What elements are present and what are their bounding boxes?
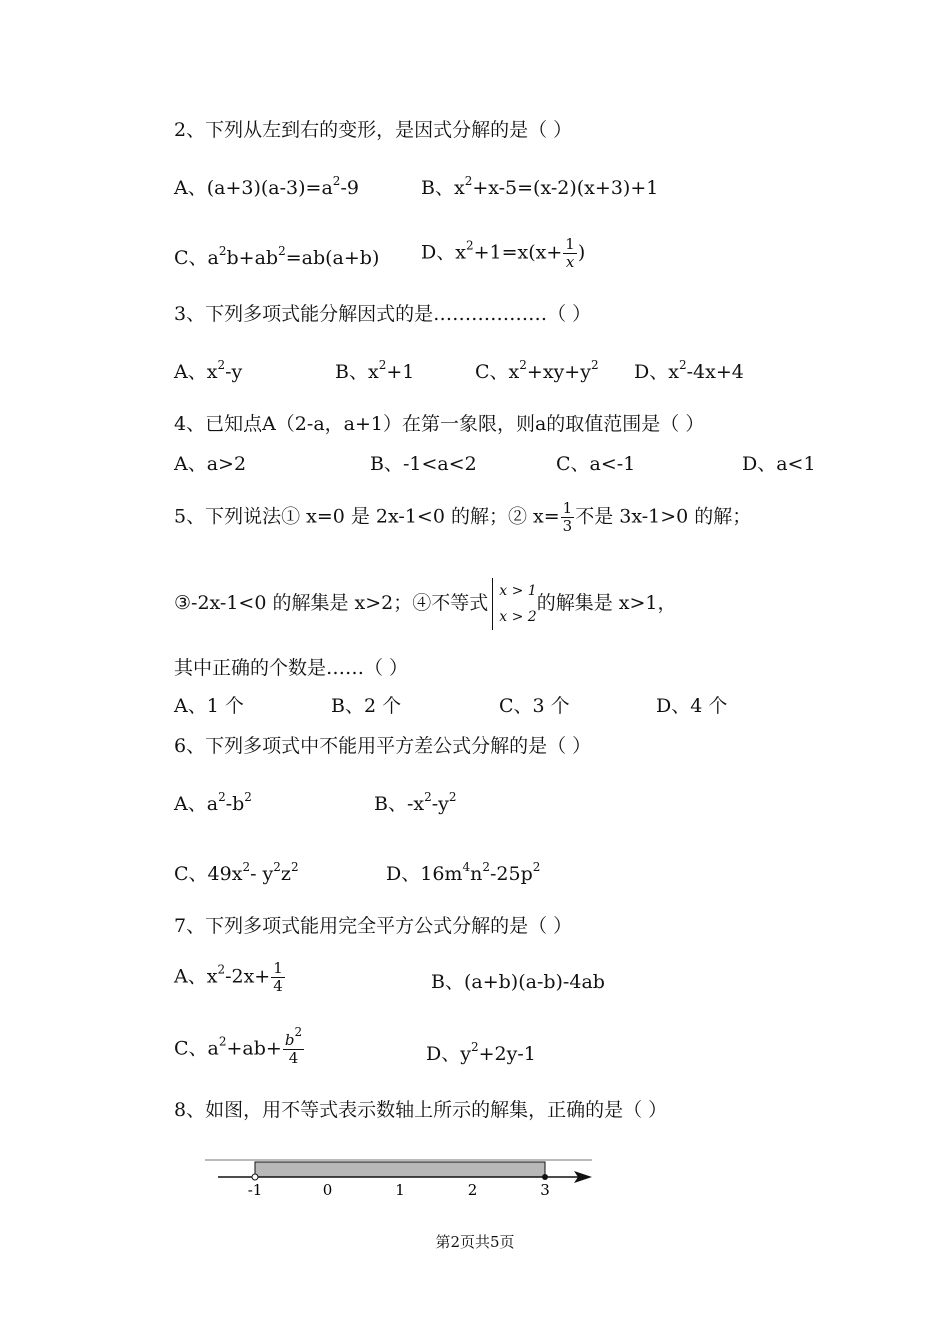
q2-stem: 2、下列从左到右的变形，是因式分解的是（ ） xyxy=(174,119,573,141)
tick-label-1: 1 xyxy=(395,1181,405,1199)
q5-option-c: C、3 个 xyxy=(499,695,570,717)
inequality-system: x > 1 x > 2 xyxy=(492,578,536,630)
q2-option-a: A、$(a+3)(a-3)=a^2-9$ xyxy=(174,174,359,199)
fraction-1-over-3: $\frac{1}{3}$ xyxy=(562,499,573,535)
tick-label-0: 0 xyxy=(322,1181,333,1199)
q4-stem: 4、已知点A（2-a，a+1）在第一象限，则a的取值范围是（ ） xyxy=(174,413,705,435)
fraction-1-over-4: $\frac{1}{4}$ xyxy=(273,959,283,995)
q6-option-a: A、$a^2-b^2$ xyxy=(174,790,252,815)
q5-stem-line2: ③-2x-1<0 的解集是 x>2；④不等式 x > 1 x > 2 的解集是 x>1， xyxy=(174,578,676,630)
q5-stem-line1: 5、下列说法① x=0 是 2x-1<0 的解；② x= $\frac{1}{3}$ 不是 3x-1>0 的解； xyxy=(174,499,752,535)
q4-option-c: C、a<-1 xyxy=(556,453,636,475)
q3-option-b: B、$x^2+1$ xyxy=(335,358,415,383)
q8-stem: 8、如图，用不等式表示数轴上所示的解集，正确的是（ ） xyxy=(174,1099,668,1121)
page-footer: 第2页共5页 xyxy=(435,1233,515,1251)
q4-option-a: A、a>2 xyxy=(174,453,247,475)
q7-option-d: D、$y^2+2y-1$ xyxy=(426,1040,536,1065)
q7-option-b: B、(a+b)(a-b)-4ab xyxy=(431,971,605,993)
fraction-b2-over-4: $\frac{b^2}{4}$ xyxy=(284,1025,303,1067)
q5-option-b: B、2 个 xyxy=(331,695,402,717)
q6-option-c: C、$49x^2-$ $y^2z^2$ xyxy=(174,860,299,885)
q6-stem: 6、下列多项式中不能用平方差公式分解的是（ ） xyxy=(174,735,592,757)
q3-option-d: D、$x^2-4x+4$ xyxy=(634,358,744,383)
q7-stem: 7、下列多项式能用完全平方公式分解的是（ ） xyxy=(174,915,573,937)
q5-stem-line3: 其中正确的个数是……（ ） xyxy=(174,657,409,679)
q6-option-b: B、$-x^2-y^2$ xyxy=(374,790,457,815)
left-endpoint-open-circle xyxy=(252,1174,258,1180)
q7-option-c: C、$a^2+ab+$ $\frac{b^2}{4}$ xyxy=(174,1025,303,1067)
q3-option-a: A、$x^2-y$ xyxy=(174,358,243,383)
tick-label-2: 2 xyxy=(467,1181,478,1199)
q3-option-c: C、$x^2+xy+y^2$ xyxy=(475,358,599,383)
q5-option-d: D、4 个 xyxy=(656,695,728,717)
tick-label--1: -1 xyxy=(247,1181,263,1199)
q7-option-a: A、$x^2-2x+$ $\frac{1}{4}$ xyxy=(174,959,283,995)
q2-option-c: C、$a^2b+ab^2=ab(a+b)$ xyxy=(174,244,380,269)
tick-labels xyxy=(248,1181,550,1199)
q4-option-d: D、a<1 xyxy=(742,453,816,475)
q5-option-a: A、1 个 xyxy=(174,695,244,717)
q3-stem: 3、下列多项式能分解因式的是………………（ ） xyxy=(174,303,592,325)
tick-label-3: 3 xyxy=(540,1181,550,1199)
solution-interval-shade xyxy=(255,1162,545,1177)
q4-option-b: B、-1<a<2 xyxy=(370,453,477,475)
q6-option-d: D、$16m^4n^2-25p^2$ xyxy=(386,860,541,885)
q2-option-d: D、$x^2+1=x(x+$ $\frac{1}{x}$ ) xyxy=(421,235,586,271)
fraction-1-over-x: $\frac{1}{x}$ xyxy=(565,235,575,271)
q2-option-b: B、$x^2+x-5=(x-2)(x+3)+1$ xyxy=(421,174,659,199)
right-endpoint-dot xyxy=(542,1174,548,1180)
